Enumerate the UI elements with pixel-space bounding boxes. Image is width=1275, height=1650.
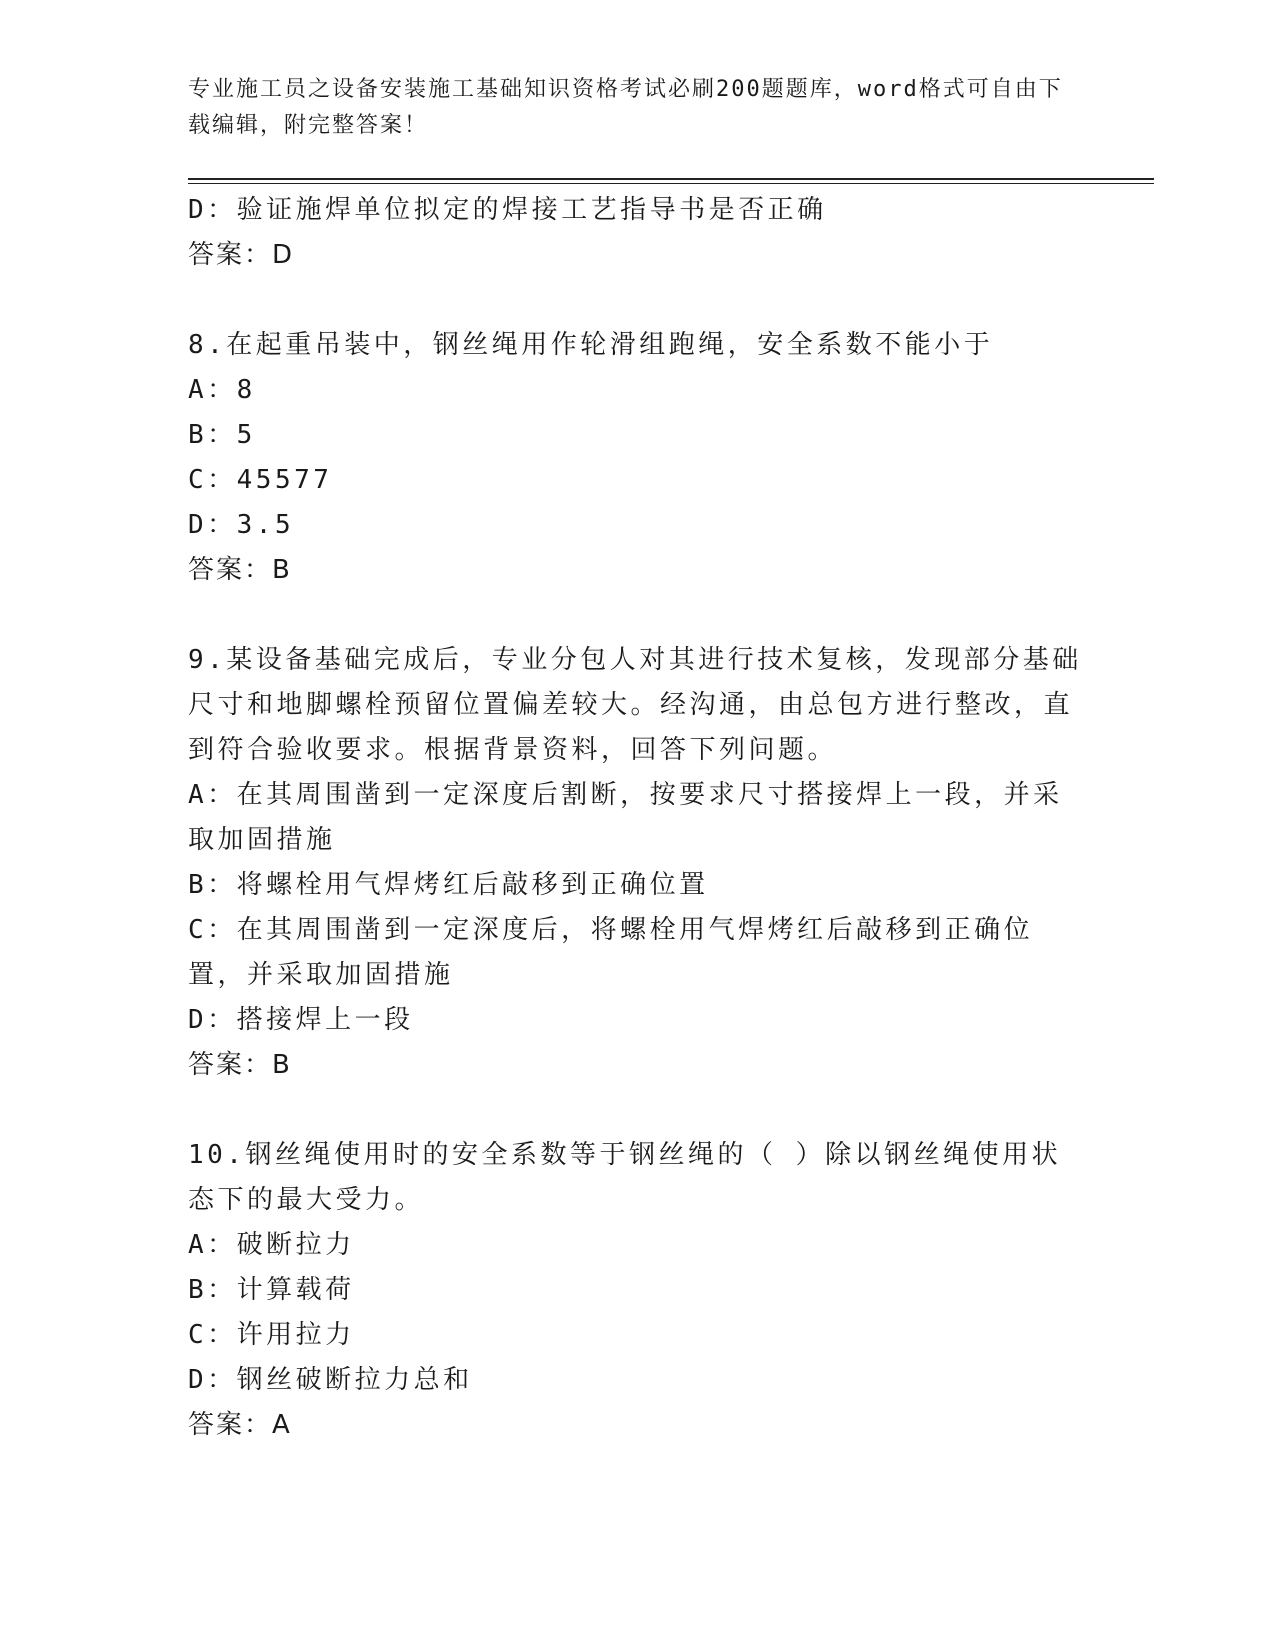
option-a: A：在其周围凿到一定深度后割断，按要求尺寸搭接焊上一段，并采取加固措施 (188, 780, 1063, 855)
answer-line: 答案：B (188, 1050, 292, 1080)
option-c: C：许用拉力 (188, 1320, 355, 1350)
document-header: 专业施工员之设备安装施工基础知识资格考试必刷200题题库，word格式可自由下载编辑，附完整答案！ (188, 77, 1063, 138)
header-rule-thick (188, 178, 1154, 180)
header-rule-thin (188, 183, 1154, 184)
question-10 (188, 1133, 1088, 1448)
question-8 (188, 323, 1088, 593)
option-b: B：计算载荷 (188, 1275, 355, 1305)
question-7-tail (188, 188, 1088, 278)
option-c: C：45577 (188, 465, 333, 495)
option-d: D：钢丝破断拉力总和 (188, 1365, 473, 1395)
option-c: C：在其周围凿到一定深度后，将螺栓用气焊烤红后敲移到正确位置，并采取加固措施 (188, 915, 1034, 990)
option-b: B：5 (188, 420, 256, 450)
option-d: D：搭接焊上一段 (188, 1005, 414, 1035)
answer-line: 答案：A (188, 1410, 292, 1440)
option-a: A：破断拉力 (188, 1230, 355, 1260)
spacer (188, 593, 1088, 638)
question-stem: 9.某设备基础完成后，专业分包人对其进行技术复核，发现部分基础尺寸和地脚螺栓预留位置偏差较大。经沟通，由总包方进行整改，直到符合验收要求。根据背景资料，回答下列问题。 (188, 645, 1082, 765)
question-9 (188, 638, 1088, 1088)
answer-line: 答案：D (188, 240, 295, 270)
option-d: D：验证施焊单位拟定的焊接工艺指导书是否正确 (188, 195, 827, 225)
spacer (188, 278, 1088, 323)
question-stem: 8.在起重吊装中，钢丝绳用作轮滑组跑绳，安全系数不能小于 (188, 330, 994, 360)
option-a: A：8 (188, 375, 256, 405)
answer-line: 答案：B (188, 555, 292, 585)
option-b: B：将螺栓用气焊烤红后敲移到正确位置 (188, 870, 709, 900)
option-d: D：3.5 (188, 510, 295, 540)
question-stem: 10.钢丝绳使用时的安全系数等于钢丝绳的（ ）除以钢丝绳使用状态下的最大受力。 (188, 1140, 1062, 1215)
spacer (188, 1088, 1088, 1133)
question-content (188, 188, 1088, 1448)
